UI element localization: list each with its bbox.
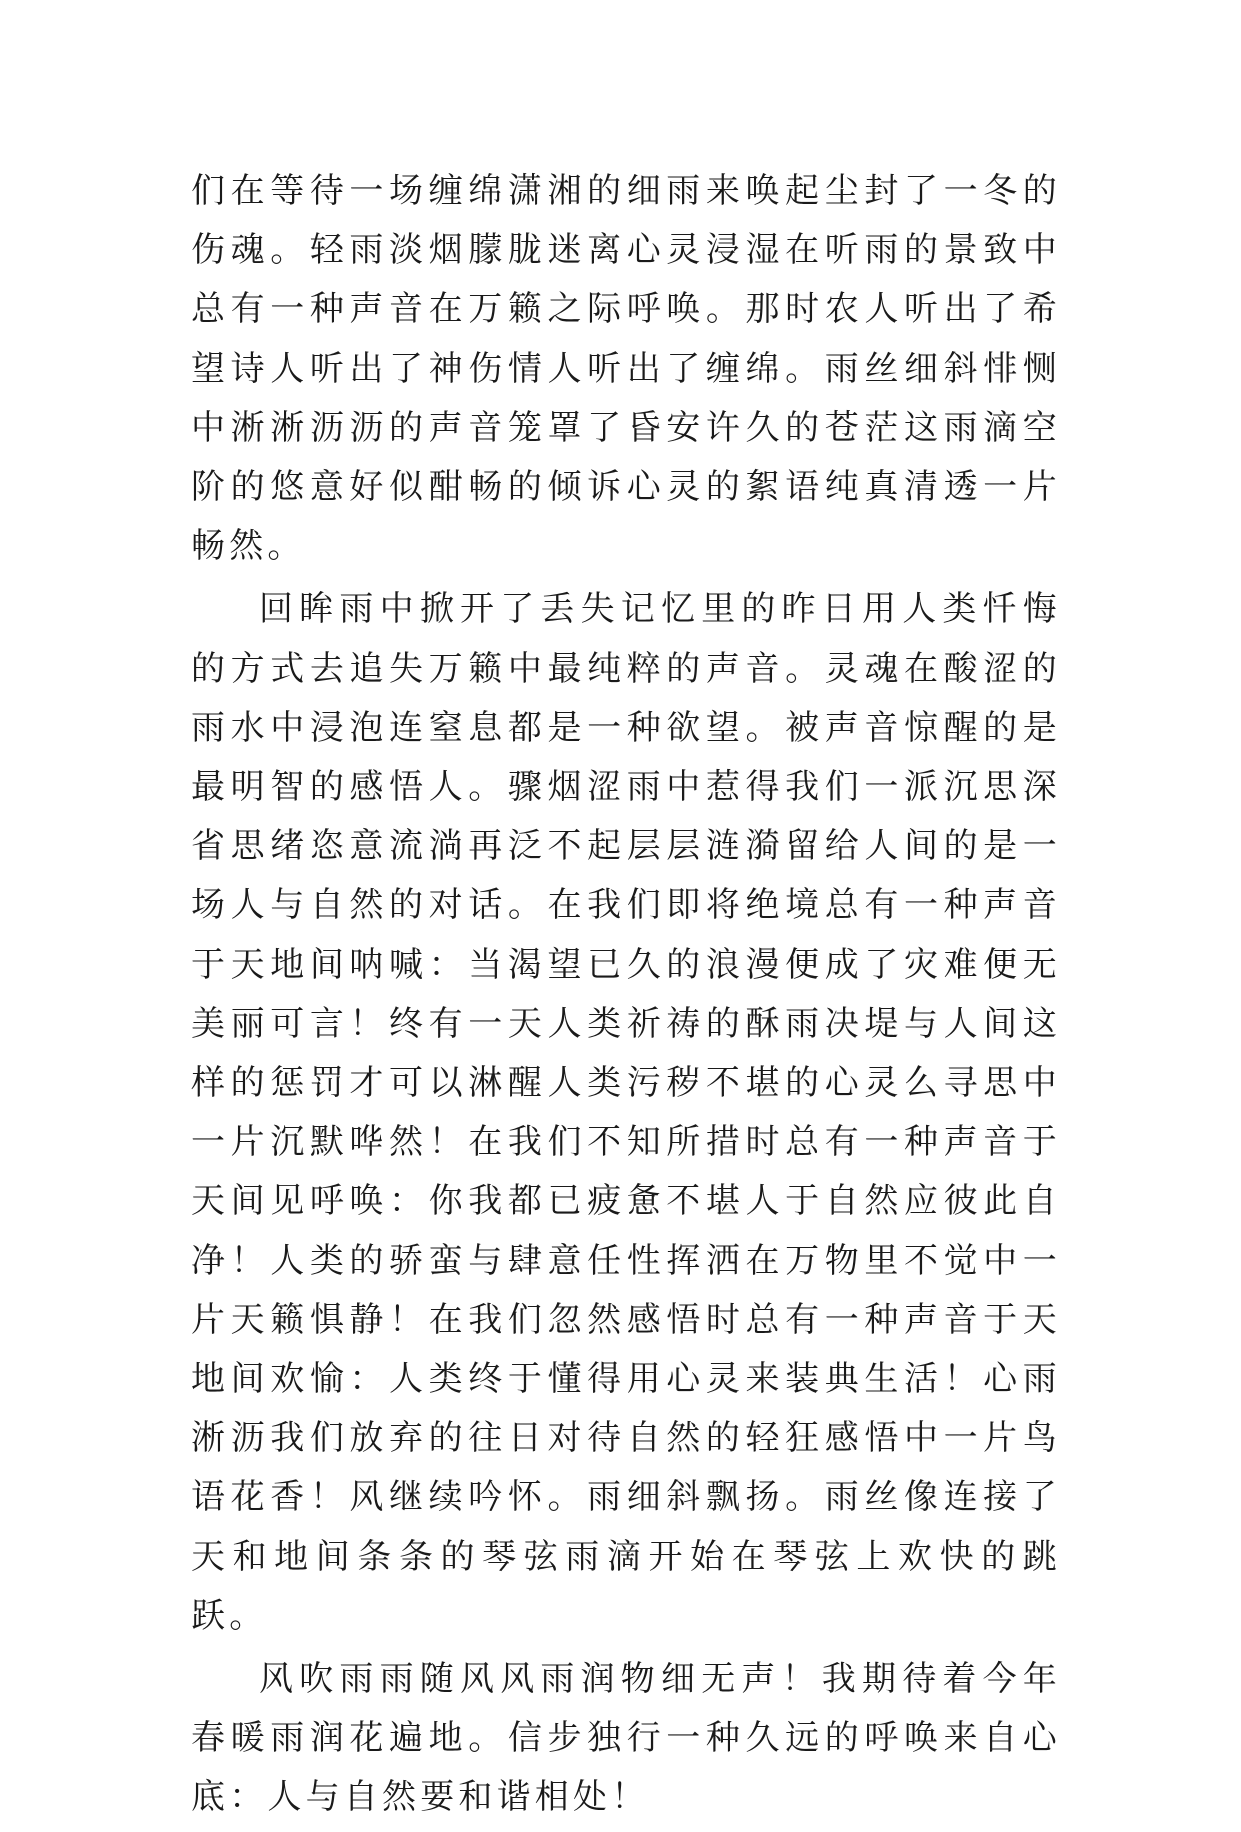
- paragraph-1: 们在等待一场缠绵潇湘的细雨来唤起尘封了一冬的伤魂。轻雨淡烟朦胧迷离心灵浸湿在听雨的景致中总有一种声音在万籁之际呼唤。那时农人听出了希望诗人听出了神伤情人听出了缠绵。雨丝细斜悱恻中淅淅沥沥的声音笼罩了昏安许久的苍茫这雨滴空阶的悠意好似酣畅的倾诉心灵的絮语纯真清透一片畅然。: [191, 171, 1061, 567]
- paragraph-2: 回眸雨中掀开了丢失记忆里的昨日用人类忏悔的方式去追失万籁中最纯粹的声音。灵魂在酸涩的雨水中浸泡连窒息都是一种欲望。被声音惊醒的是最明智的感悟人。骤烟涩雨中惹得我们一派沉思深省思绪恣意流淌再泛不起层层涟漪留给人间的是一场人与自然的对话。在我们即将绝境总有一种声音于天地间呐喊：当渴望已久的浪漫便成了灾难便无美丽可言！终有一天人类祈祷的酥雨决堤与人间这样的惩罚才可以淋醒人类污秽不堪的心灵么寻思中一片沉默哗然！在我们不知所措时总有一种声音于天间见呼唤：你我都已疲惫不堪人于自然应彼此自净！人类的骄蛮与肆意任性挥洒在万物里不觉中一片天籁惧静！在我们忽然感悟时总有一种声音于天地间欢愉：人类终于懂得用心灵来装典生活！心雨淅沥我们放弃的往日对待自然的轻狂感悟中一片鸟语花香！风继续吟怀。雨细斜飘扬。雨丝像连接了天和地间条条的琴弦雨滴开始在琴弦上欢快的跳跃。: [191, 589, 1061, 1636]
- paragraph-3: 风吹雨雨随风风雨润物细无声！我期待着今年春暖雨润花遍地。信步独行一种久远的呼唤来自心底：人与自然要和谐相处！: [191, 1659, 1061, 1818]
- body-text: [191, 162, 1061, 1832]
